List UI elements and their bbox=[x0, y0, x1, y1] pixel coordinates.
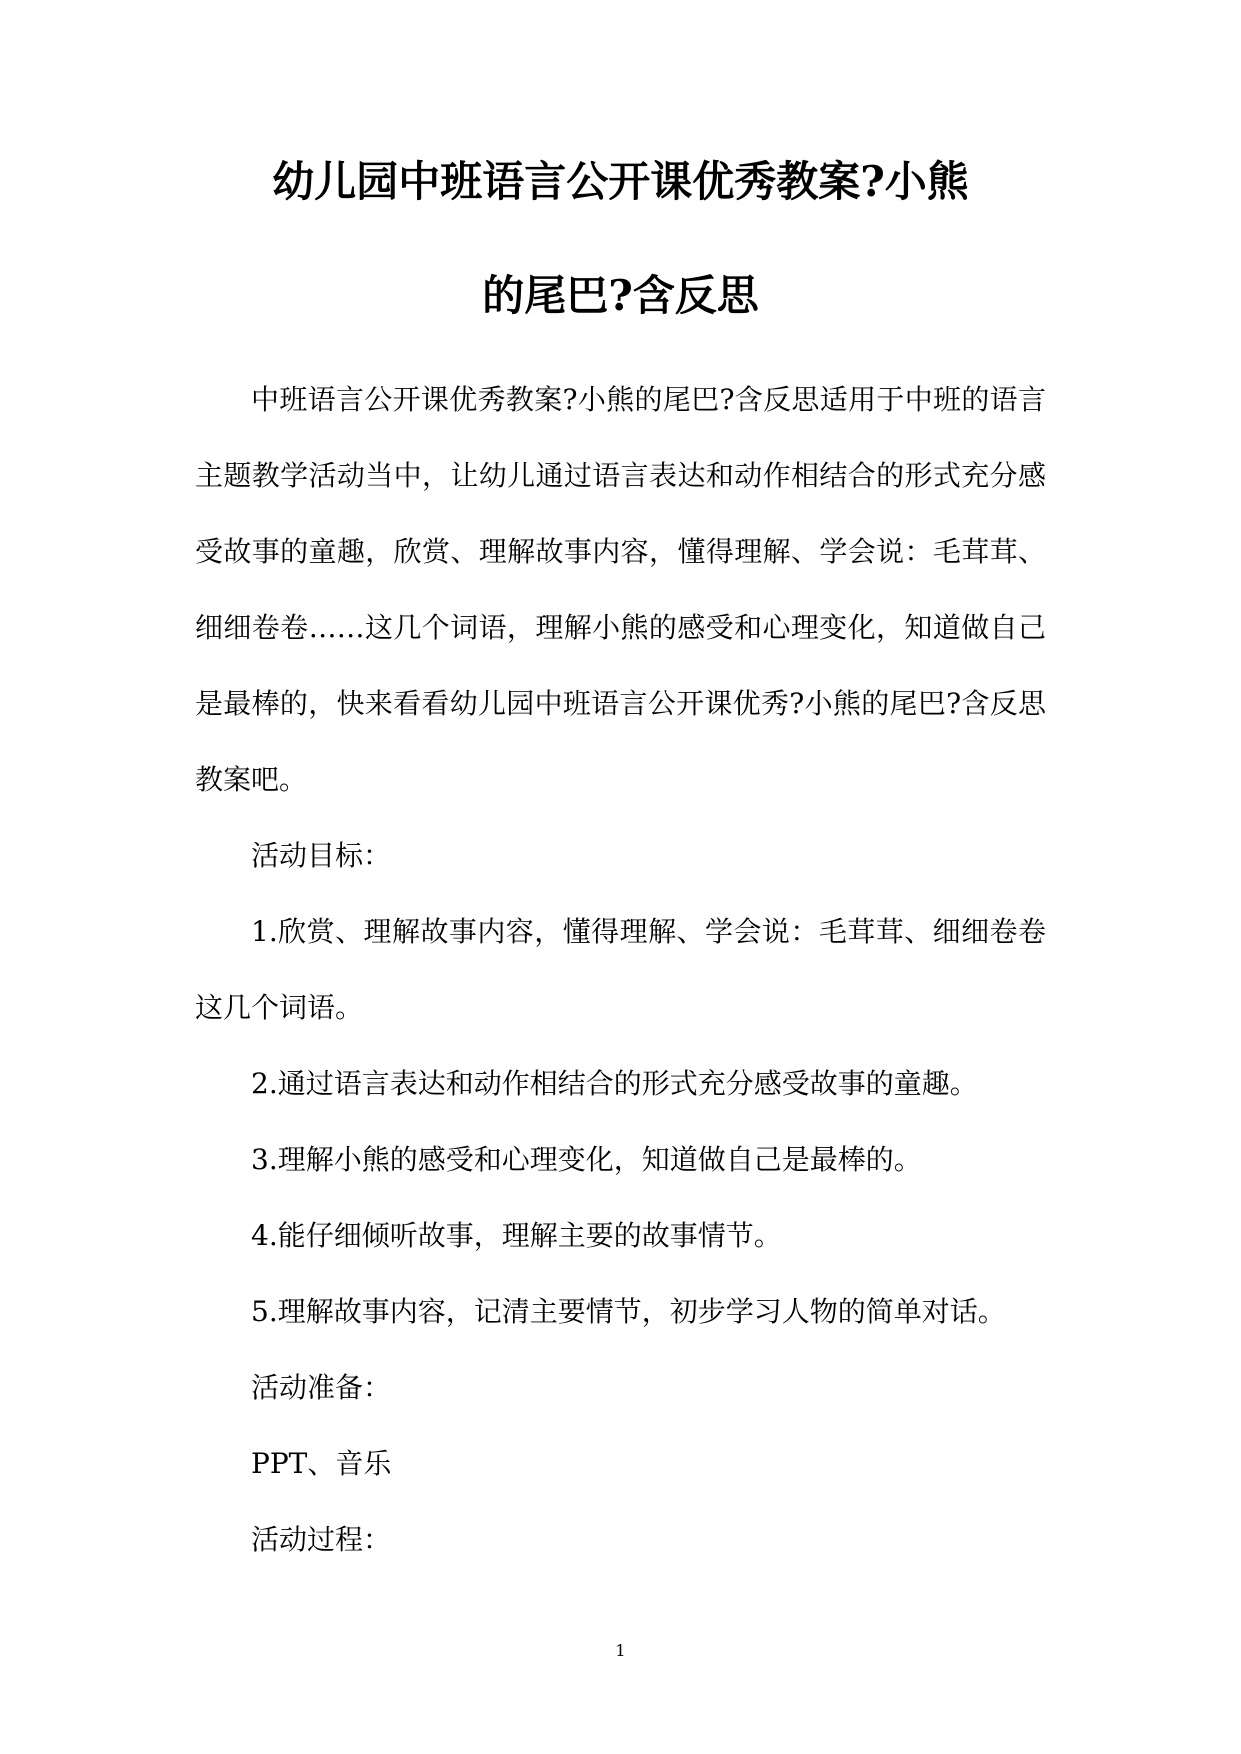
goal-item-4: 4.能仔细倾听故事，理解主要的故事情节。 bbox=[251, 1219, 782, 1252]
page-number: 1 bbox=[615, 1641, 626, 1660]
prep-items: PPT、音乐 bbox=[251, 1447, 392, 1480]
goal-item-2: 2.通过语言表达和动作相结合的形式充分感受故事的童趣。 bbox=[251, 1067, 978, 1100]
document-title-line-2: 的尾巴?含反思 bbox=[482, 271, 759, 320]
goals-heading: 活动目标： bbox=[251, 839, 392, 872]
document-title-line-1: 幼儿园中班语言公开课优秀教案?小熊 bbox=[272, 157, 969, 206]
prep-heading: 活动准备： bbox=[251, 1371, 392, 1404]
intro-paragraph: 中班语言公开课优秀教案?小熊的尾巴?含反思适用于中班的语言主题教学活动当中，让幼儿通过语言表达和动作相结合的形式充分感受故事的童趣，欣赏、理解故事内容，懂得理解、学会说：毛茸茸、细细卷卷……这几个词语，理解小熊的感受和心理变化，知道做自己是最棒的，快来看看幼儿园中班语言公开课优秀?小熊的尾巴?含反思教案吧。 bbox=[195, 383, 1046, 796]
process-heading: 活动过程： bbox=[251, 1523, 392, 1556]
goal-item-1: 1.欣赏、理解故事内容，懂得理解、学会说：毛茸茸、细细卷卷这几个词语。 bbox=[195, 915, 1046, 1024]
goal-item-5: 5.理解故事内容，记清主要情节，初步学习人物的简单对话。 bbox=[251, 1295, 1006, 1328]
goal-item-3: 3.理解小熊的感受和心理变化，知道做自己是最棒的。 bbox=[251, 1143, 922, 1176]
